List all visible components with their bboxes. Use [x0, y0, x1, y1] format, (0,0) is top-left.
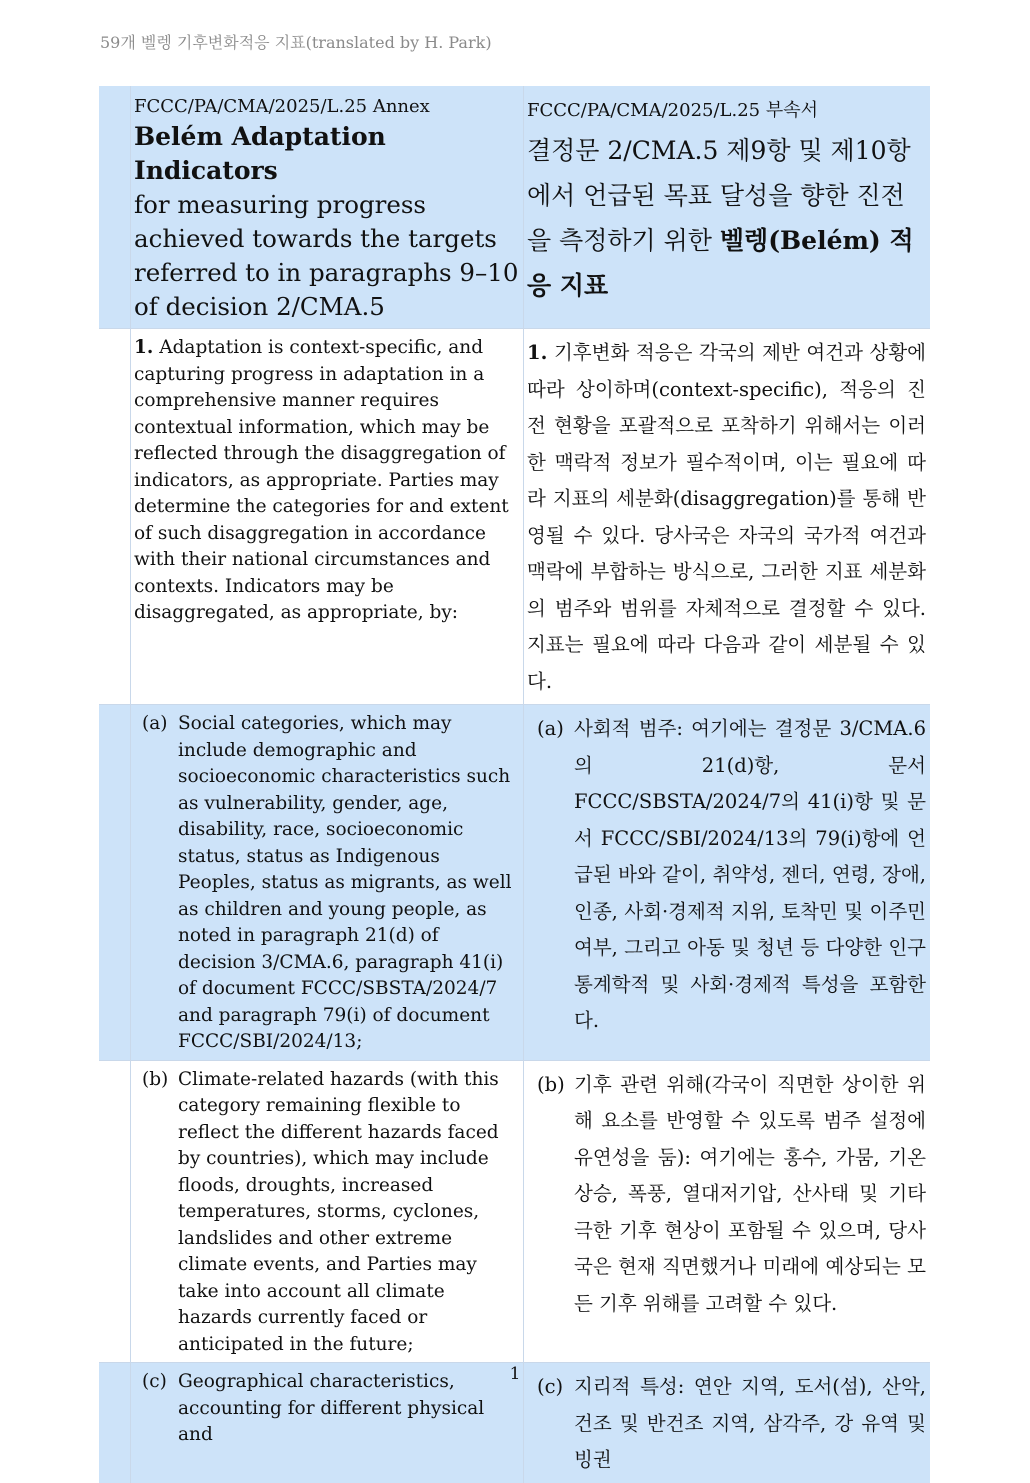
paragraph-1-ko-cell: [524, 329, 931, 705]
title-ko-cell: [524, 86, 931, 329]
title-en-cell: [131, 86, 524, 329]
paragraph-number: 1.: [134, 337, 154, 358]
row-marker: [99, 1060, 131, 1363]
doc-reference-en: FCCC/PA/CMA/2025/L.25 Annex: [134, 96, 430, 117]
table-row-title: [99, 86, 930, 329]
item-b-ko: 기후 관련 위해(각국이 직면한 상이한 위해 요소를 반영할 수 있도록 범주 설정에 유연성을 둠): 여기에는 홍수, 가뭄, 기온 상승, 폭풍, 열대저기압, 산사태 및 기타 극한 기후 현상이 포함될 수 있으며, 당사국은 현재 직면했거나 미래에 예상되는 모든 기후 위해를 고려할 수 있다.: [574, 1072, 926, 1315]
item-label: (c): [537, 1375, 564, 1398]
paragraph-number: 1.: [527, 341, 548, 364]
item-a-ko-cell: [524, 705, 931, 1061]
item-label: (a): [537, 717, 564, 740]
item-b-en: Climate-related hazards (with this category remaining flexible to reflect the different hazards faced by countries), which may include floods, droughts, increased temperatures, storms, cyclones, landslides and other extreme climate events, and Parties may take into account all climate hazards currently faced or anticipated in the future;: [178, 1068, 499, 1355]
paragraph-1-en-cell: [131, 329, 524, 705]
doc-reference-ko: FCCC/PA/CMA/2025/L.25 부속서: [527, 100, 818, 121]
item-label: (c): [142, 1371, 167, 1392]
row-marker: [99, 86, 131, 329]
item-c-en: Geographical characteristics, accounting for different physical and: [178, 1371, 485, 1445]
table-row-item-a: [99, 705, 930, 1061]
item-label: (b): [537, 1072, 565, 1096]
item-a-en-cell: [131, 705, 524, 1061]
paragraph-1-en: Adaptation is context-specific, and capturing progress in adaptation in a comprehensive manner requires contextual information, which may be reflected through the disaggregation of indicators, as appropriate. Parties may determine the categories for and extent of such disaggregation in accordance with their national circumstances and contexts. Indicators may be disaggregated, as appropriate, by:: [134, 337, 509, 623]
parallel-text-table: [99, 86, 930, 1483]
title-ko-bold: 벨렝(Belém) 적응 지표: [527, 226, 914, 300]
table-row-paragraph-1: [99, 329, 930, 705]
item-label: (a): [142, 713, 168, 734]
page-number: 1: [509, 1364, 521, 1384]
item-c-ko: 지리적 특성: 연안 지역, 도서(섬), 산악, 건조 및 반건조 지역, 삼각주, 강 유역 및 빙권: [574, 1375, 926, 1471]
item-a-en: Social categories, which may include demographic and socioeconomic characteristics such as vulnerability, gender, age, disability, race, socioeconomic status, status as Indigenous Peoples, status as migrants, as well as children and young people, as noted in paragraph 21(d) of decision 3/CMA.6, paragraph 41(i) of document FCCC/SBSTA/2024/7 and paragraph 79(i) of document FCCC/SBI/2024/13;: [178, 713, 512, 1052]
title-ko-text: 결정문 2/CMA.5 제9항 및 제10항에서 언급된 목표 달성을 향한 진전을 측정하기 위한: [527, 136, 911, 255]
item-label: (b): [142, 1068, 169, 1090]
item-a-ko: 사회적 범주: 여기에는 결정문 3/CMA.6의 21(d)항, 문서 FCCC/SBSTA/2024/7의 41(i)항 및 문서 FCCC/SBI/2024/13의 79(i)항에 언급된 바와 같이, 취약성, 젠더, 연령, 장애, 인종, 사회·경제적 지위, 토착민 및 이주민 여부, 그리고 아동 및 청년 등 다양한 인구통계학적 및 사회·경제적 특성을 포함한다.: [574, 717, 926, 1032]
paragraph-1-ko: 기후변화 적응은 각국의 제반 여건과 상황에 따라 상이하며(context-specific), 적응의 진전 현황을 포괄적으로 포착하기 위해서는 이러한 맥락적 정보가 필수적이며, 이는 필요에 따라 지표의 세분화(disaggregation)를 통해 반영될 수 있다. 당사국은 자국의 국가적 여건과 맥락에 부합하는 방식으로, 그러한 지표 세분화의 범주와 범위를 자체적으로 결정할 수 있다. 지표는 필요에 따라 다음과 같이 세분될 수 있다.: [527, 341, 927, 693]
row-marker: [99, 329, 131, 705]
item-b-ko-cell: [524, 1060, 931, 1363]
title-subheading-en: for measuring progress achieved towards the targets referred to in paragraphs 9–10 of decision 2/CMA.5: [134, 190, 519, 321]
running-header: 59개 벨렝 기후변화적응 지표(translated by H. Park): [100, 33, 492, 52]
item-b-en-cell: [131, 1060, 524, 1363]
title-heading-ko: [527, 128, 926, 308]
title-heading-en: Belém Adaptation Indicators: [134, 122, 386, 185]
table-row-item-b: [99, 1060, 930, 1363]
row-marker: [99, 705, 131, 1061]
